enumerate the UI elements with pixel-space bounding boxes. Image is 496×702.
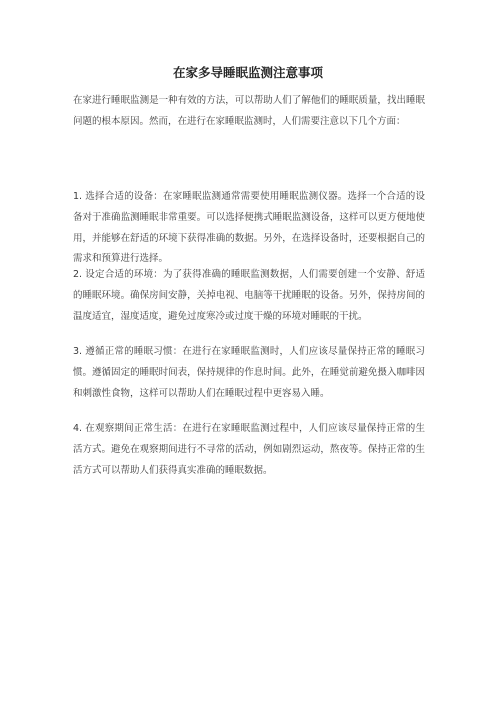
list-item-2: 2. 设定合适的环境：为了获得准确的睡眠监测数据，人们需要创建一个安静、舒适的睡眠环境。确保房间安静，关掉电视、电脑等干扰睡眠的设备。另外，保持房间的温度适宜，湿度适度，避免过度寒冷或过度干燥的环境对睡眠的干扰。 bbox=[73, 269, 425, 322]
list-item-4: 4. 在观察期间正常生活：在进行在家睡眠监测过程中，人们应该尽量保持正常的生活方式。避免在观察期间进行不寻常的活动，例如剧烈运动，熬夜等。保持正常的生活方式可以帮助人们获得真实准确的睡眠数据。 bbox=[73, 423, 425, 476]
document-title: 在家多导睡眠监测注意事项 bbox=[172, 65, 323, 80]
intro-paragraph: 在家进行睡眠监测是一种有效的方法，可以帮助人们了解他们的睡眠质量，找出睡眠问题的根本原因。然而，在进行在家睡眠监测时，人们需要注意以下几个方面： bbox=[73, 95, 425, 127]
list-item-1: 1. 选择合适的设备：在家睡眠监测通常需要使用睡眠监测仪器。选择一个合适的设备对于准确监测睡眠非常重要。可以选择便携式睡眠监测设备，这样可以更方便地使用，并能够在舒适的环境下获得准确的数据。另外，在选择设备时，还要根据自己的需求和预算进行选择。 bbox=[73, 191, 425, 265]
list-item-3: 3. 遵循正常的睡眠习惯：在进行在家睡眠监测时，人们应该尽量保持正常的睡眠习惯。遵循固定的睡眠时间表，保持规律的作息时间。此外，在睡觉前避免摄入咖啡因和刺激性食物，这样可以帮助人们在睡眠过程中更容易入睡。 bbox=[73, 346, 425, 399]
